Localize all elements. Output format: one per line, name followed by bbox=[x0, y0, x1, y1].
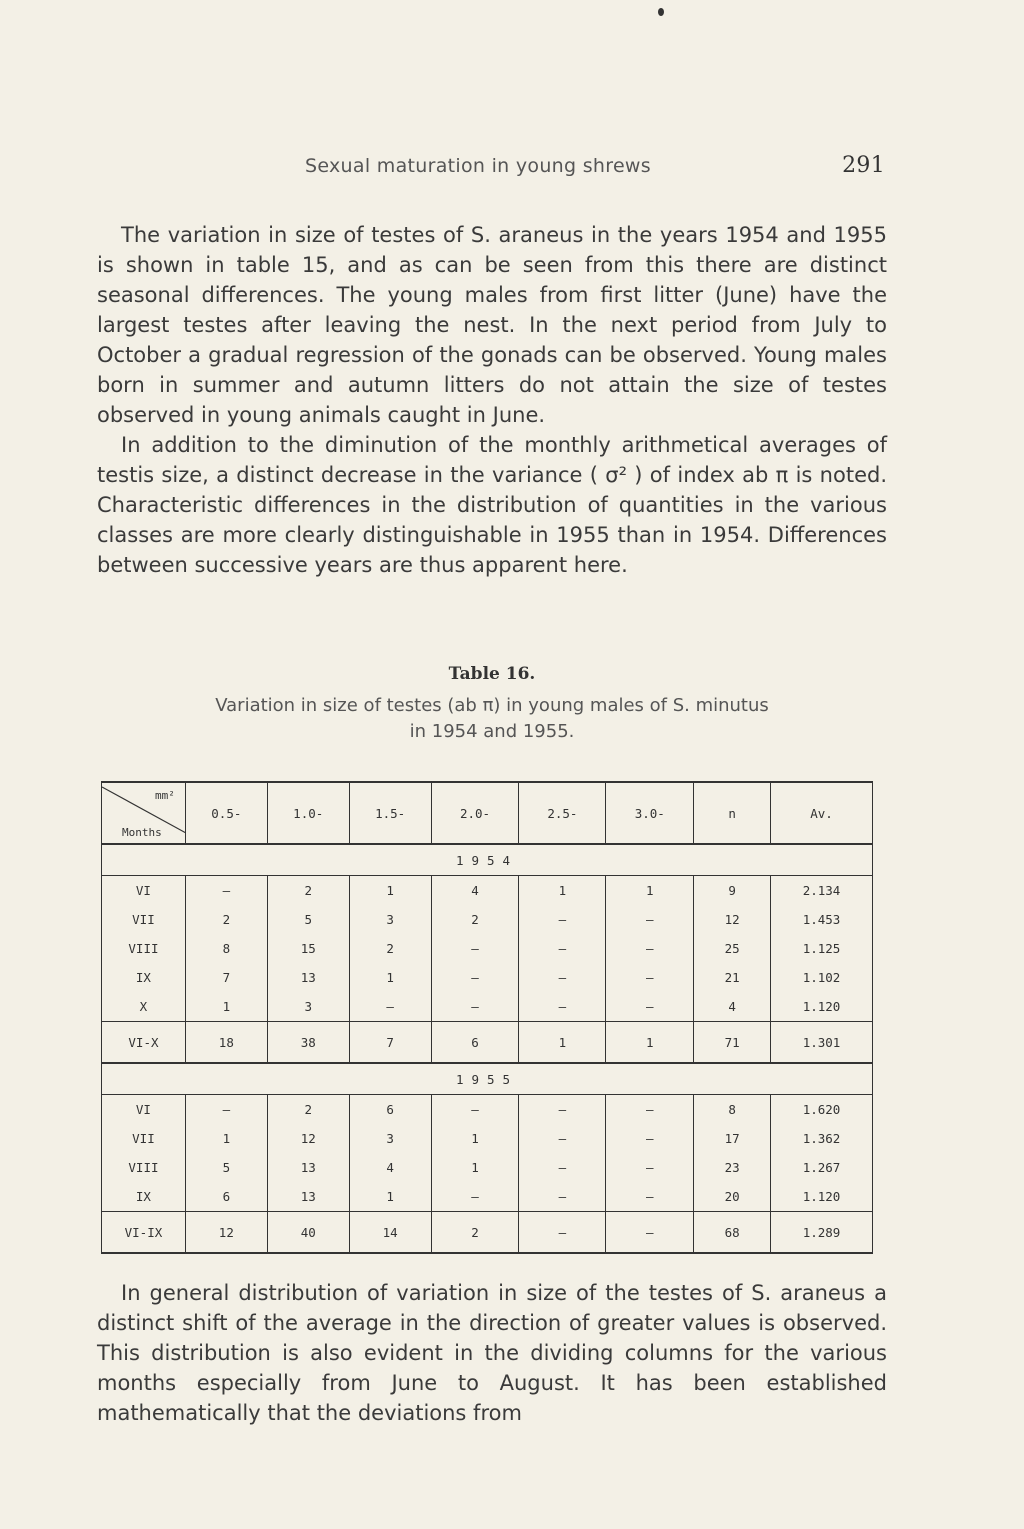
total-row bbox=[102, 1022, 873, 1064]
value-cell: 1.125 bbox=[771, 934, 873, 963]
value-cell: – bbox=[185, 1095, 267, 1125]
total-cell: 14 bbox=[349, 1212, 431, 1254]
total-cell: – bbox=[606, 1212, 694, 1254]
value-cell: 2 bbox=[185, 905, 267, 934]
corner-unit-label: mm² bbox=[155, 789, 175, 802]
value-cell: – bbox=[606, 1182, 694, 1212]
col-header: 2.0- bbox=[431, 782, 519, 844]
value-cell: 1.362 bbox=[771, 1124, 873, 1153]
value-cell: – bbox=[519, 992, 606, 1022]
value-cell: 1 bbox=[519, 876, 606, 906]
value-cell: 1 bbox=[349, 963, 431, 992]
total-cell: 7 bbox=[349, 1022, 431, 1064]
total-cell: 40 bbox=[267, 1212, 349, 1254]
value-cell: 12 bbox=[694, 905, 771, 934]
value-cell: 6 bbox=[349, 1095, 431, 1125]
value-cell: 2.134 bbox=[771, 876, 873, 906]
value-cell: 3 bbox=[349, 905, 431, 934]
col-header: 1.0- bbox=[267, 782, 349, 844]
value-cell: – bbox=[519, 1095, 606, 1125]
value-cell: – bbox=[606, 1095, 694, 1125]
running-header bbox=[305, 155, 885, 177]
value-cell: – bbox=[431, 1182, 519, 1212]
value-cell: 1.620 bbox=[771, 1095, 873, 1125]
value-cell: 4 bbox=[349, 1153, 431, 1182]
table-row bbox=[102, 992, 873, 1022]
month-cell: VII bbox=[102, 1124, 186, 1153]
value-cell: 1.120 bbox=[771, 1182, 873, 1212]
value-cell: 5 bbox=[185, 1153, 267, 1182]
paragraph-2: In addition to the diminution of the monthly arithmetical averages of testis size, a distinct decrease in the variance ( σ² ) of index ab π is noted. Characteristic differences in the distribution of quantities in the various classes are more clearly distinguishable in 1955 than in 1954. Differences between successive years are thus apparent here. bbox=[97, 433, 887, 577]
paragraph-1: The variation in size of testes of S. araneus in the years 1954 and 1955 is shown in table 15, and as can be seen from this there are distinct seasonal differences. The young males from first litter (June) have the largest testes after leaving the nest. In the next period from July to October a gradual regression of the gonads can be observed. Young males born in summer and autumn litters do not attain the size of testes observed in young animals caught in June. bbox=[97, 223, 887, 427]
body-text-bottom bbox=[97, 1278, 887, 1428]
table-row bbox=[102, 905, 873, 934]
total-cell: – bbox=[519, 1212, 606, 1254]
table-caption-line-1: Variation in size of testes (ab π) in young males of S. minutus bbox=[215, 695, 769, 716]
value-cell: – bbox=[185, 876, 267, 906]
value-cell: 12 bbox=[267, 1124, 349, 1153]
month-cell: VI bbox=[102, 876, 186, 906]
table-title: Table 16. bbox=[448, 664, 536, 684]
value-cell: – bbox=[606, 963, 694, 992]
total-cell: 38 bbox=[267, 1022, 349, 1064]
value-cell: 4 bbox=[431, 876, 519, 906]
value-cell: 2 bbox=[267, 1095, 349, 1125]
value-cell: 13 bbox=[267, 1153, 349, 1182]
value-cell: 1.453 bbox=[771, 905, 873, 934]
value-cell: – bbox=[606, 905, 694, 934]
value-cell: 1.120 bbox=[771, 992, 873, 1022]
month-cell: VIII bbox=[102, 1153, 186, 1182]
col-header: 3.0- bbox=[606, 782, 694, 844]
value-cell: 20 bbox=[694, 1182, 771, 1212]
total-cell: 18 bbox=[185, 1022, 267, 1064]
month-cell: IX bbox=[102, 1182, 186, 1212]
value-cell: – bbox=[519, 963, 606, 992]
year-row-1954 bbox=[102, 844, 873, 876]
year-row-1955 bbox=[102, 1063, 873, 1095]
testes-size-table bbox=[101, 781, 873, 1254]
total-cell: 71 bbox=[694, 1022, 771, 1064]
value-cell: 8 bbox=[185, 934, 267, 963]
value-cell: – bbox=[519, 1182, 606, 1212]
col-header: 0.5- bbox=[185, 782, 267, 844]
month-cell: VII bbox=[102, 905, 186, 934]
value-cell: 5 bbox=[267, 905, 349, 934]
value-cell: – bbox=[349, 992, 431, 1022]
value-cell: 2 bbox=[349, 934, 431, 963]
value-cell: 21 bbox=[694, 963, 771, 992]
value-cell: 25 bbox=[694, 934, 771, 963]
table-header-row bbox=[102, 782, 873, 844]
period-cell: VI-IX bbox=[102, 1212, 186, 1254]
value-cell: – bbox=[431, 963, 519, 992]
month-cell: VIII bbox=[102, 934, 186, 963]
total-cell: 6 bbox=[431, 1022, 519, 1064]
value-cell: 1 bbox=[431, 1124, 519, 1153]
value-cell: 1 bbox=[185, 1124, 267, 1153]
period-cell: VI-X bbox=[102, 1022, 186, 1064]
value-cell: – bbox=[431, 934, 519, 963]
value-cell: – bbox=[431, 1095, 519, 1125]
value-cell: 8 bbox=[694, 1095, 771, 1125]
month-cell: X bbox=[102, 992, 186, 1022]
value-cell: 6 bbox=[185, 1182, 267, 1212]
body-text-top bbox=[97, 220, 887, 580]
value-cell: 3 bbox=[349, 1124, 431, 1153]
value-cell: – bbox=[606, 992, 694, 1022]
value-cell: 1.267 bbox=[771, 1153, 873, 1182]
value-cell: 1 bbox=[431, 1153, 519, 1182]
value-cell: – bbox=[519, 934, 606, 963]
value-cell: 9 bbox=[694, 876, 771, 906]
corner-months-label: Months bbox=[122, 826, 162, 839]
value-cell: 13 bbox=[267, 963, 349, 992]
value-cell: 7 bbox=[185, 963, 267, 992]
table-row bbox=[102, 1153, 873, 1182]
total-cell: 68 bbox=[694, 1212, 771, 1254]
corner-cell bbox=[102, 782, 186, 844]
value-cell: 4 bbox=[694, 992, 771, 1022]
total-cell: 1.289 bbox=[771, 1212, 873, 1254]
month-cell: IX bbox=[102, 963, 186, 992]
total-cell: 1.301 bbox=[771, 1022, 873, 1064]
col-header: n bbox=[694, 782, 771, 844]
ink-speck bbox=[658, 8, 664, 16]
value-cell: 2 bbox=[431, 905, 519, 934]
value-cell: 3 bbox=[267, 992, 349, 1022]
value-cell: – bbox=[606, 1153, 694, 1182]
table-row bbox=[102, 876, 873, 906]
running-title: Sexual maturation in young shrews bbox=[305, 155, 651, 177]
month-cell: VI bbox=[102, 1095, 186, 1125]
value-cell: – bbox=[431, 992, 519, 1022]
value-cell: 13 bbox=[267, 1182, 349, 1212]
table-caption-line-2: in 1954 and 1955. bbox=[409, 721, 575, 742]
value-cell: 15 bbox=[267, 934, 349, 963]
value-cell: 1 bbox=[349, 876, 431, 906]
year-label: 1955 bbox=[102, 1063, 873, 1095]
total-cell: 1 bbox=[519, 1022, 606, 1064]
value-cell: 23 bbox=[694, 1153, 771, 1182]
total-cell: 12 bbox=[185, 1212, 267, 1254]
table-row bbox=[102, 1182, 873, 1212]
col-header: 2.5- bbox=[519, 782, 606, 844]
value-cell: – bbox=[606, 1124, 694, 1153]
value-cell: – bbox=[519, 905, 606, 934]
value-cell: – bbox=[519, 1153, 606, 1182]
col-header: 1.5- bbox=[349, 782, 431, 844]
total-row bbox=[102, 1212, 873, 1254]
value-cell: – bbox=[519, 1124, 606, 1153]
table-row bbox=[102, 934, 873, 963]
value-cell: 2 bbox=[267, 876, 349, 906]
year-label: 1954 bbox=[102, 844, 873, 876]
value-cell: 1 bbox=[606, 876, 694, 906]
table-row bbox=[102, 963, 873, 992]
col-header: Av. bbox=[771, 782, 873, 844]
table-caption bbox=[97, 693, 887, 745]
paragraph-3: In general distribution of variation in size of the testes of S. araneus a distinct shift of the average in the direction of greater values is observed. This distribution is also evident in the dividing columns for the various months especially from June to August. It has been established mathematically that the deviations from bbox=[97, 1281, 887, 1425]
table-row bbox=[102, 1095, 873, 1125]
value-cell: – bbox=[606, 934, 694, 963]
value-cell: 1.102 bbox=[771, 963, 873, 992]
table-row bbox=[102, 1124, 873, 1153]
page-number: 291 bbox=[842, 153, 885, 178]
value-cell: 17 bbox=[694, 1124, 771, 1153]
value-cell: 1 bbox=[349, 1182, 431, 1212]
total-cell: 2 bbox=[431, 1212, 519, 1254]
total-cell: 1 bbox=[606, 1022, 694, 1064]
value-cell: 1 bbox=[185, 992, 267, 1022]
